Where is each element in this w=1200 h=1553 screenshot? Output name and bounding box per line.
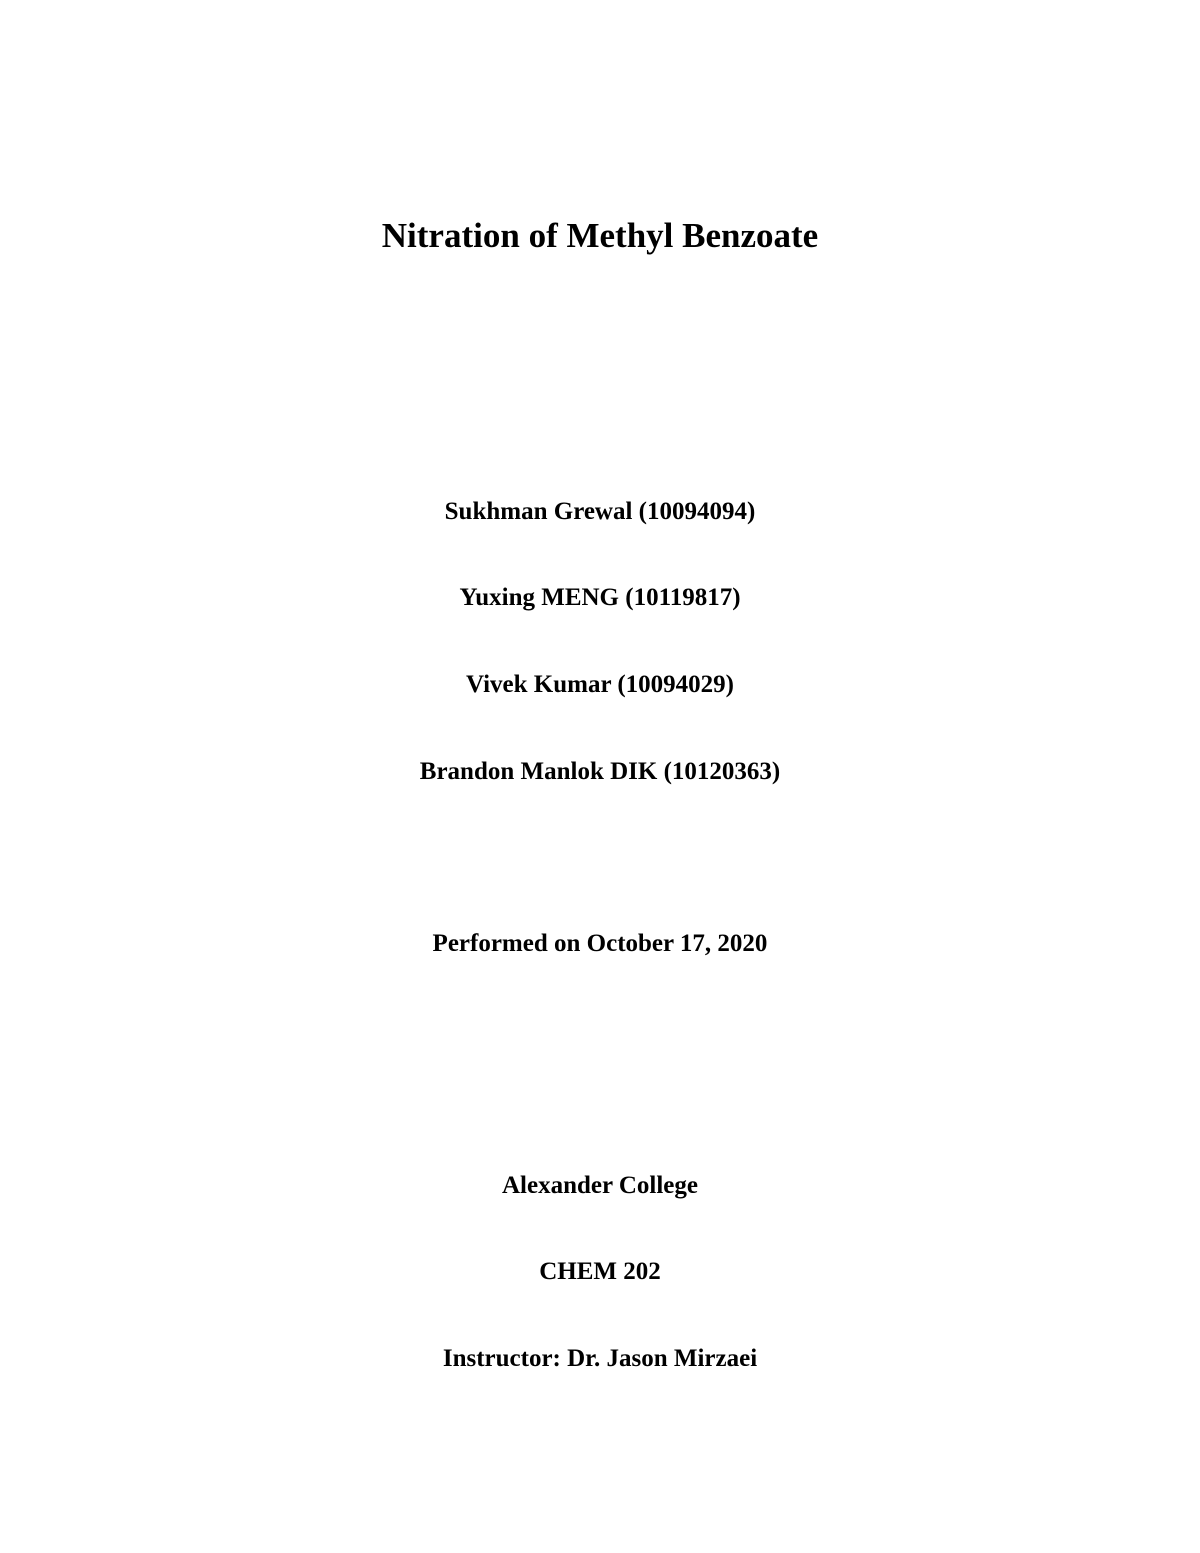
performed-date: Performed on October 17, 2020 [432,930,768,957]
author-line: Sukhman Grewal (10094094) [444,498,756,525]
author-line: Yuxing MENG (10119817) [459,584,741,611]
institution-name: Alexander College [501,1172,699,1199]
instructor-name: Instructor: Dr. Jason Mirzaei [442,1345,758,1372]
course-code: CHEM 202 [539,1258,661,1285]
author-line: Brandon Manlok DIK (10120363) [419,758,781,785]
author-line: Vivek Kumar (10094029) [465,671,735,698]
report-title: Nitration of Methyl Benzoate [381,216,819,255]
